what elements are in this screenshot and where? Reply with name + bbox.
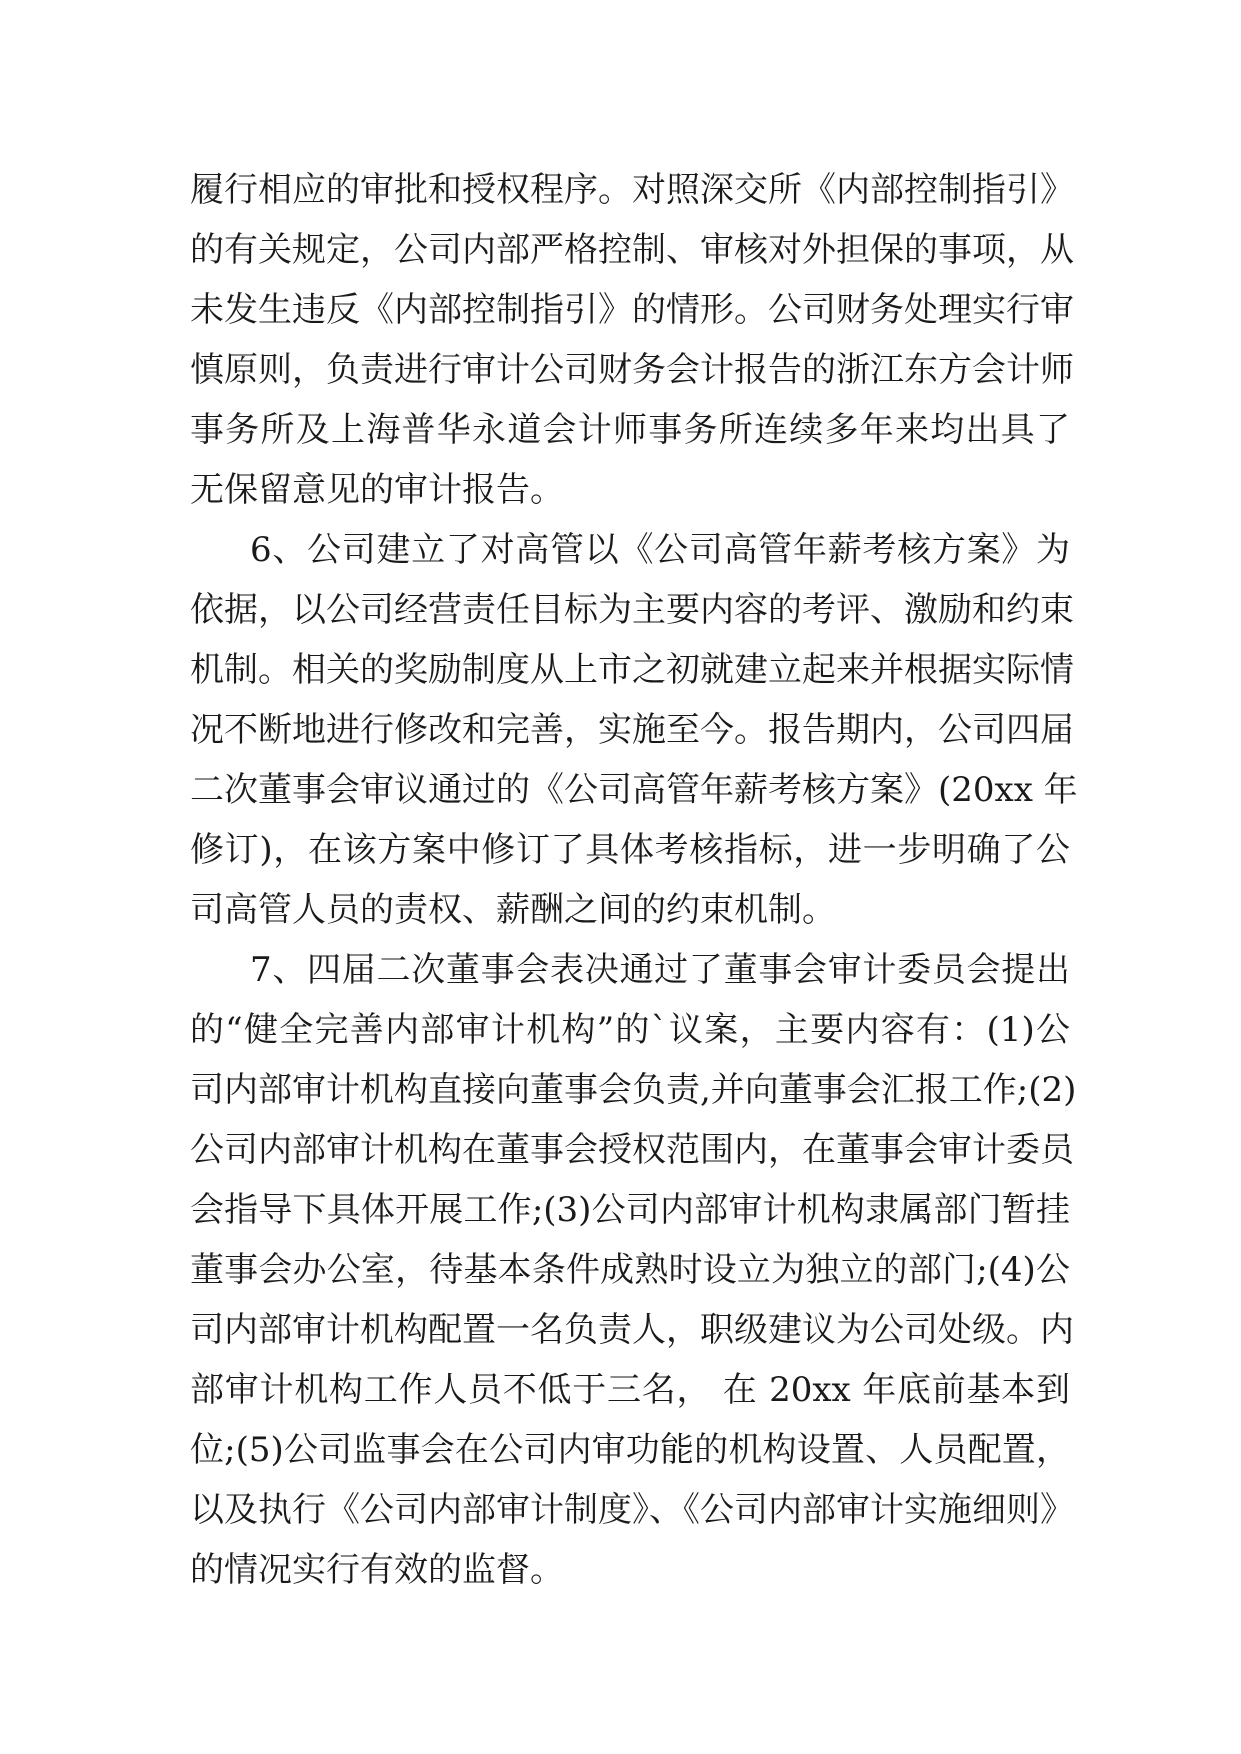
text-line: 况不断地进行修改和完善，实施至今。报告期内，公司四届	[190, 710, 1074, 750]
text-line: 机制。相关的奖励制度从上市之初就建立起来并根据实际情	[190, 650, 1074, 690]
text-line: 司高管人员的责权、薪酬之间的约束机制。	[190, 890, 836, 930]
text-line: 无保留意见的审计报告。	[190, 470, 564, 510]
body-text	[190, 160, 1078, 1600]
text-line: 修订)，在该方案中修订了具体考核指标，进一步明确了公	[190, 830, 1070, 870]
text-line: 会指导下具体开展工作;(3)公司内部审计机构隶属部门暂挂	[190, 1190, 1070, 1230]
text-line: 履行相应的审批和授权程序。对照深交所《内部控制指引》	[190, 170, 1074, 210]
text-line: 的有关规定，公司内部严格控制、审核对外担保的事项，从	[190, 230, 1074, 270]
text-line: 事务所及上海普华永道会计师事务所连续多年来均出具了	[190, 410, 1070, 450]
text-line: 位;(5)公司监事会在公司内审功能的机构设置、人员配置，	[190, 1430, 1070, 1470]
text-line: 的“健全完善内部审计机构”的`议案，主要内容有：(1)公	[190, 1010, 1070, 1050]
text-line: 以及执行《公司内部审计制度》、《公司内部审计实施细则》	[190, 1490, 1074, 1530]
text-line: 依据，以公司经营责任目标为主要内容的考评、激励和约束	[190, 590, 1074, 630]
text-line: 司内部审计机构配置一名负责人，职级建议为公司处级。内	[190, 1310, 1074, 1350]
text-line: 未发生违反《内部控制指引》的情形。公司财务处理实行审	[190, 290, 1074, 330]
text-line: 二次董事会审议通过的《公司高管年薪考核方案》(20xx 年	[190, 770, 1078, 810]
text-line: 慎原则，负责进行审计公司财务会计报告的浙江东方会计师	[190, 350, 1074, 390]
text-line: 的情况实行有效的监督。	[190, 1550, 564, 1590]
text-line: 司内部审计机构直接向董事会负责,并向董事会汇报工作;(2)	[190, 1070, 1077, 1110]
text-line: 部审计机构工作人员不低于三名， 在 20xx 年底前基本到	[190, 1370, 1070, 1410]
text-line: 董事会办公室，待基本条件成熟时设立为独立的部门;(4)公	[190, 1250, 1070, 1290]
text-line: 公司内部审计机构在董事会授权范围内，在董事会审计委员	[190, 1130, 1074, 1170]
paragraph-6-start: 6、公司建立了对高管以《公司高管年薪考核方案》为	[250, 530, 1070, 570]
paragraph-7-start: 7、四届二次董事会表决通过了董事会审计委员会提出	[250, 950, 1070, 990]
